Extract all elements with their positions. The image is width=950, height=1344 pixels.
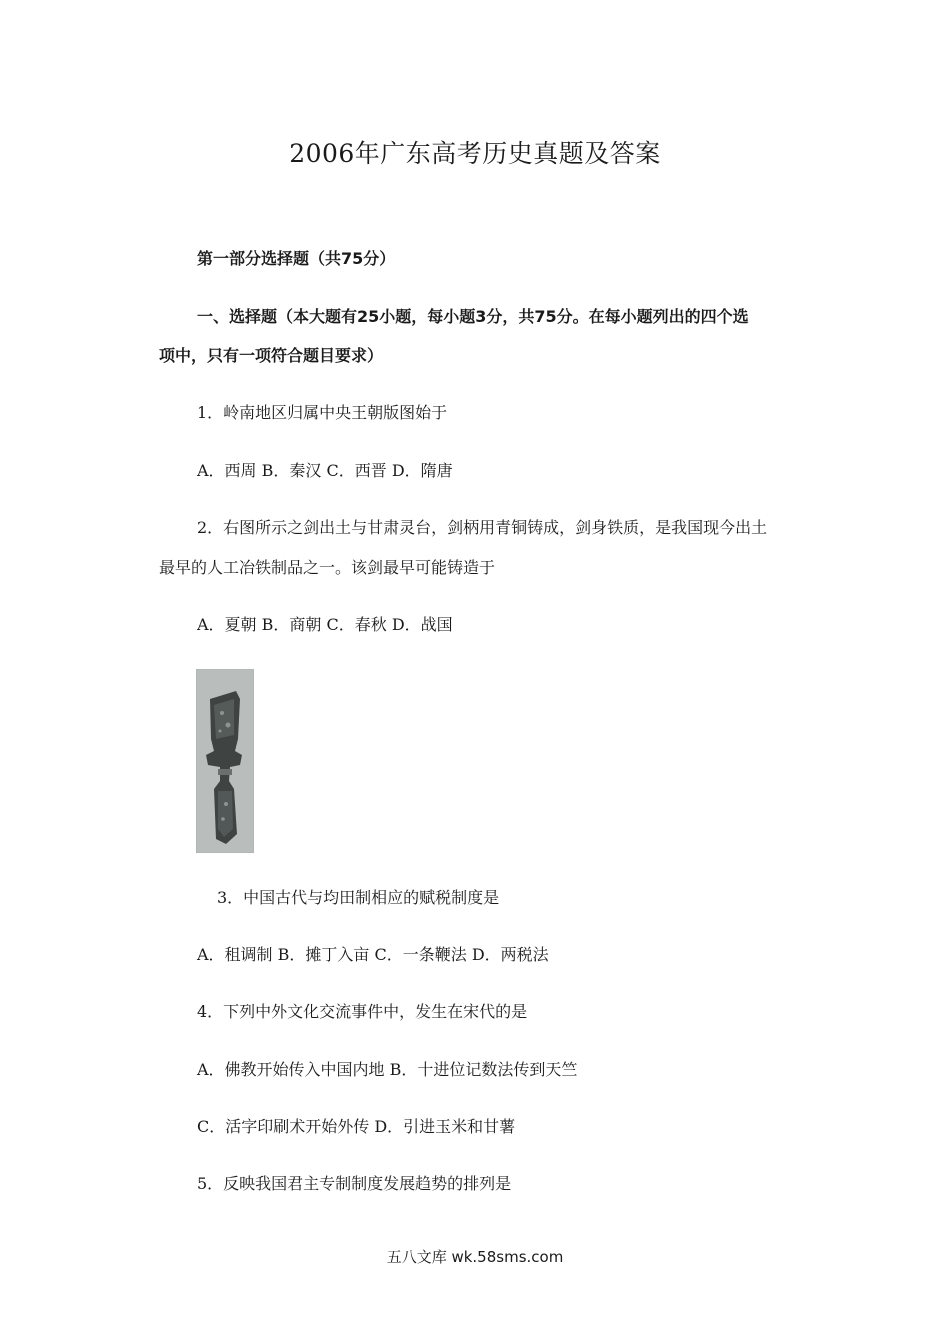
bronze-iron-sword-image	[196, 669, 254, 853]
question-1-options: A．西周 B．秦汉 C．西晋 D．隋唐	[197, 461, 453, 480]
question-3-options: A．租调制 B．摊丁入亩 C．一条鞭法 D．两税法	[197, 945, 549, 964]
section-heading-line2: 项中，只有一项符合题目要求）	[159, 346, 384, 365]
question-3-stem: 3．中国古代与均田制相应的赋税制度是	[217, 888, 500, 907]
question-2-stem-line2: 最早的人工冶铁制品之一。该剑最早可能铸造于	[159, 558, 496, 577]
section-heading-line1: 一、选择题（本大题有25小题，每小题3分，共75分。在每小题列出的四个选	[197, 307, 749, 326]
question-1-stem: 1．岭南地区归属中央王朝版图始于	[197, 403, 448, 422]
question-4-stem: 4．下列中外文化交流事件中，发生在宋代的是	[197, 1002, 528, 1021]
question-2-options: A．夏朝 B．商朝 C．春秋 D．战国	[197, 615, 453, 634]
part-heading: 第一部分选择题（共75分）	[197, 249, 396, 268]
question-2-stem-line1: 2．右图所示之剑出土与甘肃灵台，剑柄用青铜铸成，剑身铁质，是我国现今出土	[197, 518, 768, 537]
question-4-options-line2: C．活字印刷术开始外传 D．引进玉米和甘薯	[197, 1117, 516, 1136]
document-title: 2006年广东高考历史真题及答案	[289, 139, 661, 168]
question-5-stem: 5．反映我国君主专制制度发展趋势的排列是	[197, 1174, 512, 1193]
footer-watermark: 五八文库 wk.58sms.com	[386, 1248, 564, 1266]
question-4-options-line1: A．佛教开始传入中国内地 B．十进位记数法传到天竺	[197, 1060, 578, 1079]
